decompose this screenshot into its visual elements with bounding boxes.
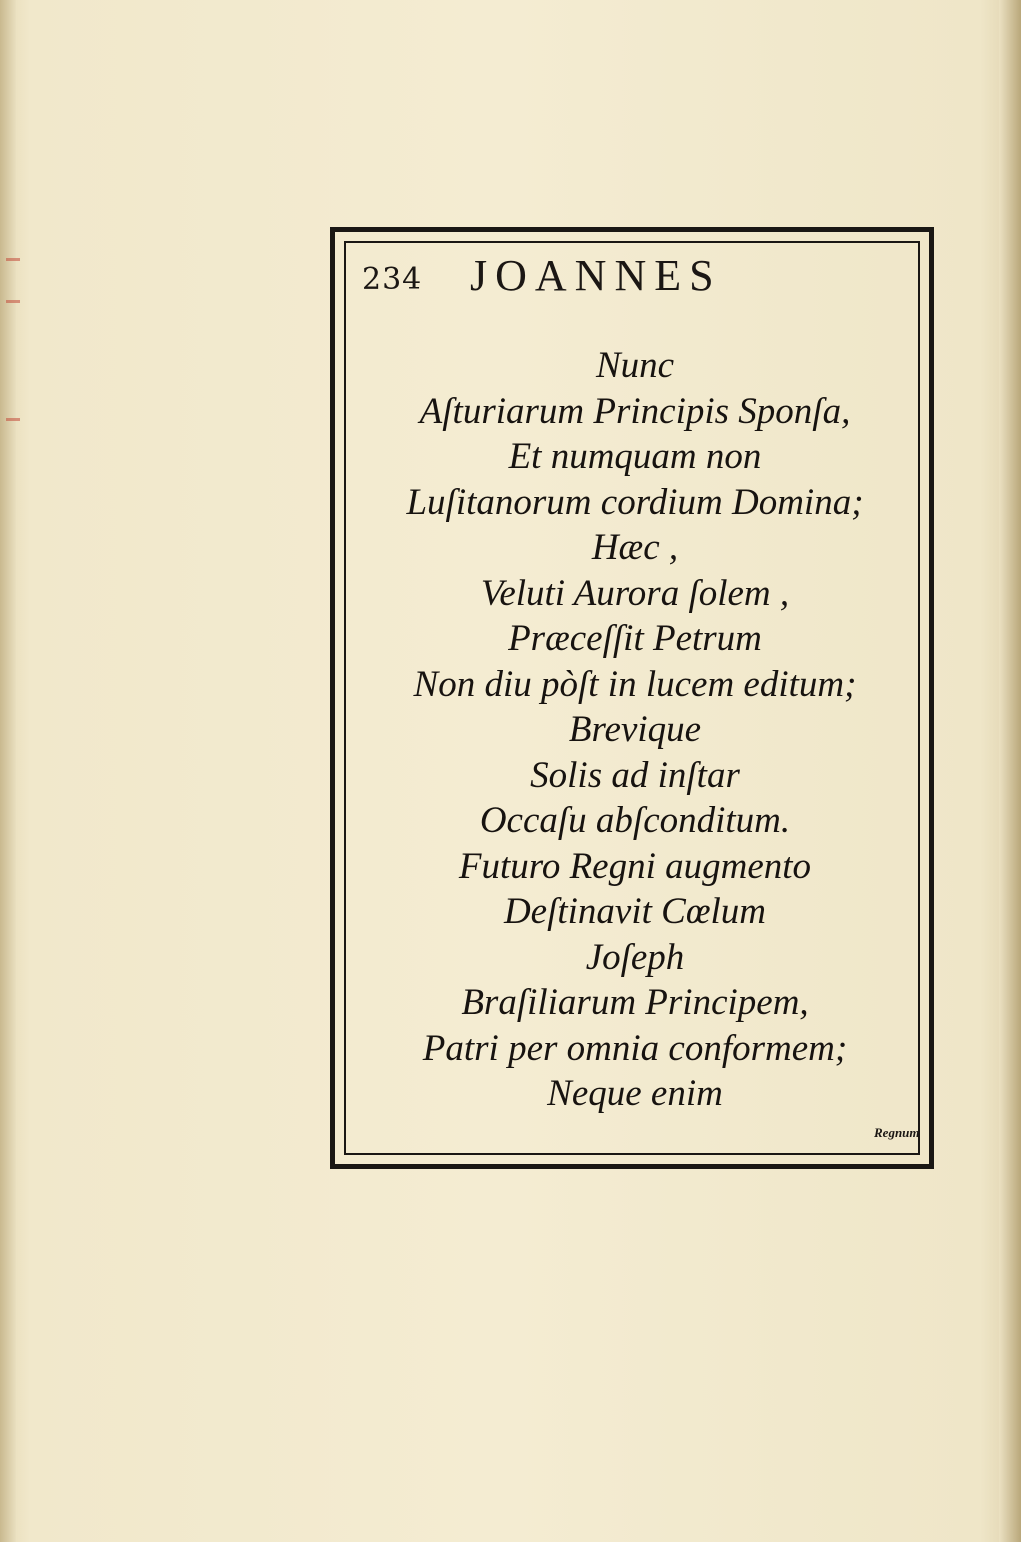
text-line: Hæc , [591,527,679,568]
running-head: JOANNES [470,251,722,300]
text-line: Patri per omnia conformem; [422,1027,848,1069]
text-line: Et numquam non [508,436,762,477]
text-line: Joſeph [585,936,685,978]
text-line: Aſturiarum Principis Sponſa, [419,390,851,432]
inscription-text [345,343,925,1117]
page-fore-edge [999,0,1021,1542]
text-line: Luſitanorum cordium Domina; [406,481,864,523]
text-line: Occaſu abſconditum. [479,800,791,841]
text-line: Futuro Regni augmento [458,845,812,887]
text-line: Nunc [595,345,675,386]
red-edge-mark [6,300,20,303]
text-line: Præceſſit Petrum [508,618,762,659]
text-line: Deſtinavit Cœlum [503,891,767,932]
text-line: Braſiliarum Principem, [461,982,809,1023]
red-edge-mark [6,258,20,261]
text-line: Non diu pòſt in lucem editum; [413,663,857,705]
text-line: Neque enim [547,1073,723,1114]
page-gutter [0,0,16,1542]
red-edge-mark [6,418,20,421]
page-number: 234 [362,262,423,297]
text-line: Solis ad inſtar [530,754,740,796]
text-line: Brevique [568,709,702,750]
text-line: Veluti Aurora ſolem , [480,572,790,614]
catchword: Regnum [874,1125,920,1140]
